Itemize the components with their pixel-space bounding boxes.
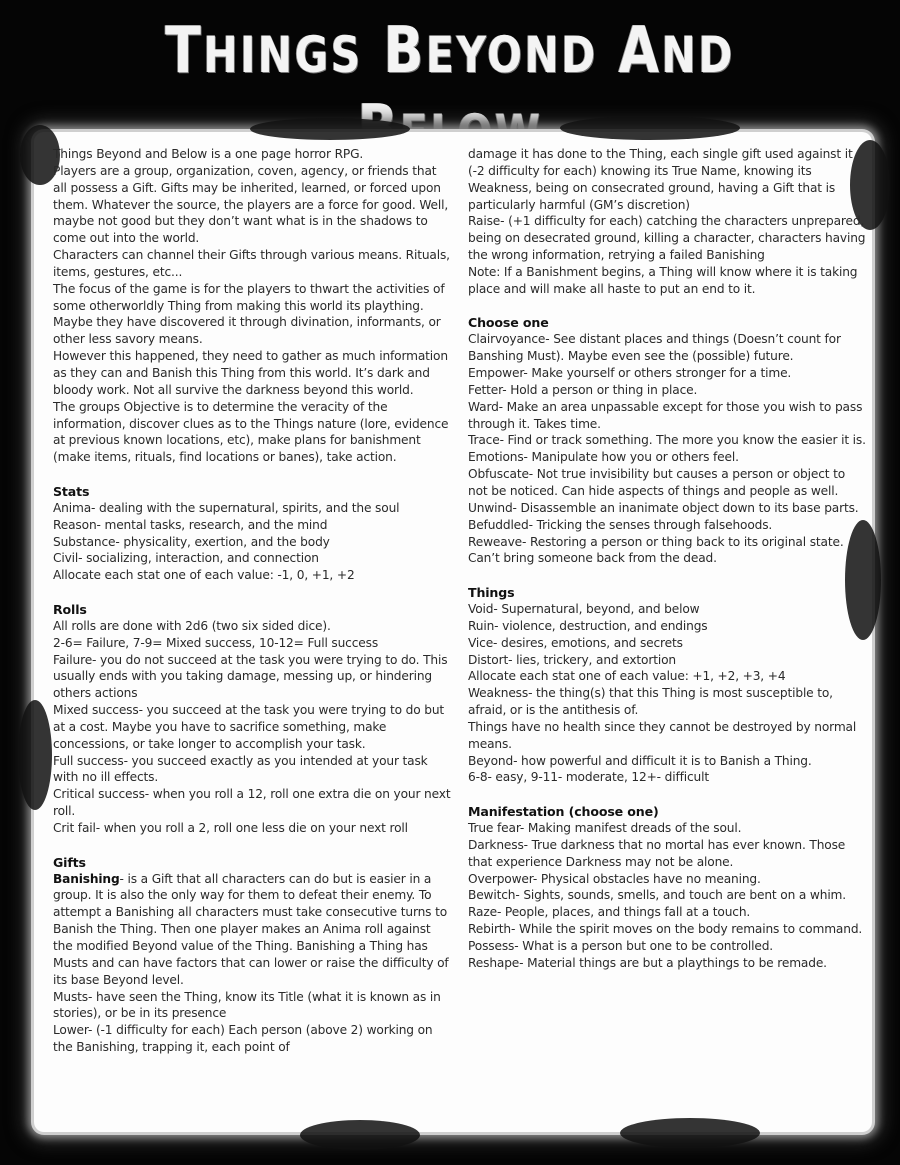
section-heading: Gifts <box>53 854 86 870</box>
roll-line: Mixed success- you succeed at the task you were trying to do but at a cost. Maybe you have to sacrifice something, make concessions, or take longer to accomplish your task. <box>53 703 445 751</box>
section-heading: Things <box>468 585 515 600</box>
roll-line: 2-6= Failure, 7-9= Mixed success, 10-12= Full success <box>53 635 379 650</box>
stat-line: Civil- socializing, interaction, and connection <box>53 551 319 566</box>
manifestation-option: Bewitch- Sights, sounds, smells, and touch are bent on a whim. <box>468 888 847 903</box>
intro-paragraph: Players are a group, organization, coven, agency, or friends that all possess a Gift. Gifts may be inherited, learned, or forced upon them. Whatever the source, the players are a force for good. Well, maybe not good but they don’t want what is in the shadows to come out into the world. <box>53 163 449 246</box>
title-word: BEYOND <box>383 14 598 88</box>
thing-line: Weakness- the thing(s) that this Thing is most susceptible to, afraid, or is the antithesis of. <box>468 686 833 718</box>
intro-paragraph: Things Beyond and Below is a one page horror RPG. <box>53 147 364 161</box>
thing-line: Void- Supernatural, beyond, and below <box>468 602 700 616</box>
section-heading: Manifestation (choose one) <box>468 804 659 820</box>
stats-section <box>53 483 453 584</box>
stat-line: Anima- dealing with the supernatural, spirits, and the soul <box>53 500 400 515</box>
roll-line: Failure- you do not succeed at the task you were trying to do. This usually ends with you taking damage, messing up, or hindering others actions <box>53 652 448 701</box>
gifts-section <box>53 854 453 1056</box>
gift-option: Reweave- Restoring a person or thing back to its original state. Can’t bring someone back from the dead. <box>468 534 844 566</box>
gifts-continued-paragraph: Raise- (+1 difficulty for each) catching the characters unprepared, being on desecrated ground, killing a character, characters having the wrong information, retrying a failed Banishing <box>468 214 866 263</box>
intro-paragraph: The groups Objective is to determine the veracity of the information, discover clues as to the Things nature (lore, evidence at previous known locations, etc), make plans for banishment (make items, rituals, find locations or banes), take action. <box>53 399 449 465</box>
musts-line: Musts- have seen the Thing, know its Title (what it is known as in stories), or be in its presence <box>53 989 441 1021</box>
section-heading: Rolls <box>53 601 87 617</box>
thing-line: Beyond- how powerful and difficult it is to Banish a Thing. <box>468 753 812 768</box>
gift-option: Ward- Make an area unpassable except for those you wish to pass through it. Takes time. <box>468 399 863 431</box>
gift-option: Empower- Make yourself or others stronger for a time. <box>468 366 792 381</box>
title-word: AND <box>618 14 735 88</box>
thing-line: Distort- lies, trickery, and extortion <box>468 652 676 667</box>
choose-one-section <box>468 314 868 567</box>
banishing-paragraph: Banishing- is a Gift that all characters can do but is easier in a group. It is also the only way for them to defeat their enemy. To attempt a Banishing all characters must take consecutive turns to Banish the Thing. Then one player makes an Anima roll against the modified Beyond value of the Thing. Banishing a Thing has Musts and can have factors that can lower or raise the difficulty of its base Beyond level. <box>53 871 449 987</box>
manifestation-option: Raze- People, places, and things fall at a touch. <box>468 905 751 920</box>
manifestation-option: Possess- What is a person but one to be controlled. <box>468 938 774 953</box>
manifestation-section <box>468 803 868 972</box>
lower-line: Lower- (-1 difficulty for each) Each person (above 2) working on the Banishing, trapping it, each point of <box>53 1023 433 1055</box>
left-column <box>53 146 453 1056</box>
section-heading: Stats <box>53 483 90 499</box>
gifts-continued-paragraph: Note: If a Banishment begins, a Thing will know where it is taking place and will make all haste to put an end to it. <box>468 264 858 296</box>
roll-line: Critical success- when you roll a 12, roll one extra die on your next roll. <box>53 787 451 819</box>
intro-section <box>53 146 453 466</box>
gift-option: Obfuscate- Not true invisibility but causes a person or object to not be noticed. Can hide aspects of things and people as well. <box>468 467 846 498</box>
thing-line: Vice- desires, emotions, and secrets <box>468 635 683 650</box>
gift-option: Unwind- Disassemble an inanimate object down to its base parts. <box>468 500 859 515</box>
gift-option: Fetter- Hold a person or thing in place. <box>468 382 698 397</box>
intro-paragraph: The focus of the game is for the players to thwart the activities of some otherworldly Thing from making this world its plaything. Maybe they have discovered it through divination, informants, or other less savory means. <box>53 281 445 347</box>
title-word: THINGS <box>165 14 363 88</box>
section-heading: Choose one <box>468 315 549 331</box>
manifestation-option: Overpower- Physical obstacles have no meaning. <box>468 871 761 886</box>
gift-option: Trace- Find or track something. The more you know the easier it is. <box>468 433 866 448</box>
roll-line: Crit fail- when you roll a 2, roll one less die on your next roll <box>53 820 408 835</box>
gift-option: Clairvoyance- See distant places and things (Doesn’t count for Banshing Must). Maybe even see the (possible) future. <box>468 332 841 364</box>
thing-line: 6-8- easy, 9-11- moderate, 12+- difficult <box>468 770 709 785</box>
things-section <box>468 584 868 786</box>
stat-line: Substance- physicality, exertion, and the body <box>53 534 330 549</box>
gifts-continued-section <box>468 146 868 298</box>
roll-line: All rolls are done with 2d6 (two six sided dice). <box>53 618 331 633</box>
gifts-continued-paragraph: damage it has done to the Thing, each single gift used against it (-2 difficulty for each) knowing its True Name, knowing its Weakness, being on consecrated ground, having a Gift that is particularly harmful (GM’s discretion) <box>468 147 853 212</box>
roll-line: Full success- you succeed exactly as you intended at your task with no ill effects. <box>53 753 428 785</box>
banishing-term: Banishing <box>53 871 120 886</box>
intro-paragraph: However this happened, they need to gather as much information as they can and Banish this Thing from this world. It’s dark and bloody work. Not all survive the darkness beyond this world. <box>53 349 448 397</box>
rolls-section <box>53 601 453 837</box>
right-column <box>468 146 868 972</box>
thing-line: Allocate each stat one of each value: +1, +2, +3, +4 <box>468 669 786 684</box>
manifestation-option: True fear- Making manifest dreads of the soul. <box>468 821 742 836</box>
stat-line: Allocate each stat one of each value: -1, 0, +1, +2 <box>53 568 355 583</box>
manifestation-option: Rebirth- While the spirit moves on the body remains to command. <box>468 922 863 937</box>
manifestation-option: Reshape- Material things are but a playthings to be remade. <box>468 955 827 970</box>
intro-paragraph: Characters can channel their Gifts through various means. Rituals, items, gestures, etc... <box>53 248 450 279</box>
gift-option: Befuddled- Tricking the senses through falsehoods. <box>468 517 773 532</box>
manifestation-option: Darkness- True darkness that no mortal has ever known. Those that experience Darkness may not be alone. <box>468 837 846 869</box>
thing-line: Things have no health since they cannot be destroyed by normal means. <box>468 719 857 751</box>
thing-line: Ruin- violence, destruction, and endings <box>468 618 708 633</box>
gift-option: Emotions- Manipulate how you or others feel. <box>468 450 739 465</box>
stat-line: Reason- mental tasks, research, and the mind <box>53 517 328 532</box>
